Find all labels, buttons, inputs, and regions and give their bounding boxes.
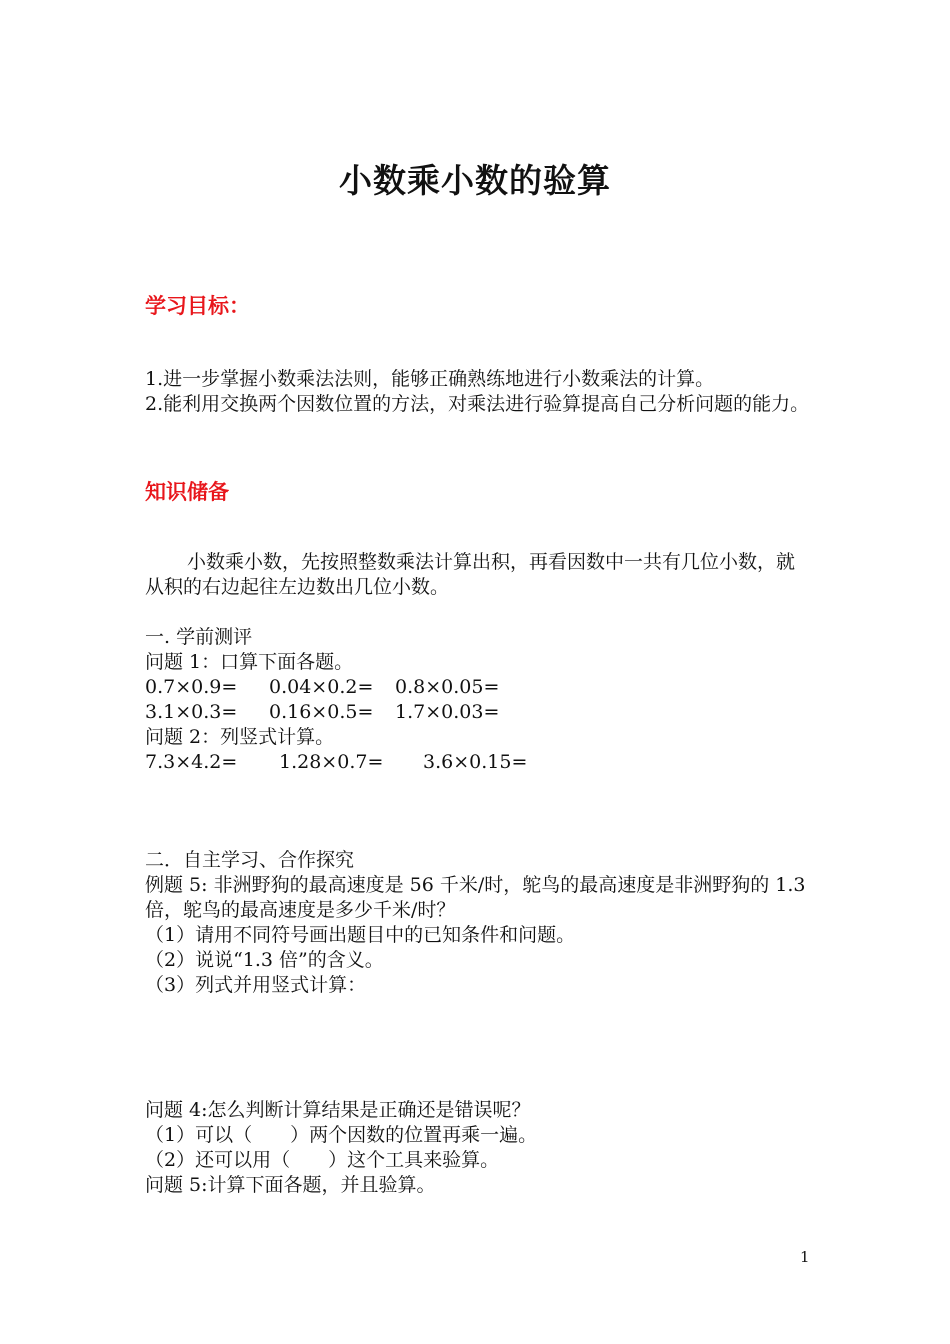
step-item: （1）请用不同符号画出题目中的已知条件和问题。 (145, 924, 576, 946)
calc-item: 0.04×0.2= (269, 676, 374, 698)
calc-item: 3.1×0.3= (145, 701, 238, 723)
calc-item: 3.6×0.15= (423, 751, 528, 773)
calc-item: 0.8×0.05= (395, 676, 500, 698)
calc-item: 1.7×0.03= (395, 701, 500, 723)
knowledge-block (145, 550, 810, 600)
page-number: 1 (800, 1248, 810, 1266)
question4-item: （1）可以（ ）两个因数的位置再乘一遍。 (145, 1124, 538, 1146)
question5-label: 问题 5:计算下面各题，并且验算。 (145, 1174, 436, 1196)
oral-calc-row (145, 700, 810, 725)
section-pre-test (145, 625, 810, 775)
knowledge-heading: 知识储备 (145, 480, 229, 504)
section1-heading: 一. 学前测评 (145, 626, 253, 648)
oral-calc-row (145, 675, 810, 700)
goals-list (145, 367, 810, 417)
question4-item: （2）还可以用（ ）这个工具来验算。 (145, 1149, 500, 1171)
calc-item: 0.16×0.5= (269, 701, 374, 723)
goal-item: 2.能利用交换两个因数位置的方法，对乘法进行验算提高自己分析问题的能力。 (145, 393, 810, 415)
calc-item: 0.7×0.9= (145, 676, 238, 698)
question4-block (145, 1098, 810, 1198)
section-self-study (145, 848, 810, 998)
calc-item: 7.3×4.2= (145, 751, 238, 773)
question4-label: 问题 4:怎么判断计算结果是正确还是错误呢？ (145, 1099, 531, 1121)
step-item: （2）说说“1.3 倍”的含义。 (145, 949, 384, 971)
section2-heading: 二．自主学习、合作探究 (145, 849, 355, 871)
question1-label: 问题 1：口算下面各题。 (145, 651, 354, 673)
vertical-calc-row (145, 750, 810, 775)
goals-heading: 学习目标： (145, 294, 250, 318)
example-text: 例题 5: 非洲野狗的最高速度是 56 千米/时，鸵鸟的最高速度是非洲野狗的 1.3 倍，鸵鸟的最高速度是多少千米/时？ (145, 874, 806, 921)
goal-item: 1.进一步掌握小数乘法法则，能够正确熟练地进行小数乘法的计算。 (145, 368, 715, 390)
question2-label: 问题 2：列竖式计算。 (145, 726, 335, 748)
step-item: （3）列式并用竖式计算： (145, 974, 367, 996)
calc-item: 1.28×0.7= (279, 751, 384, 773)
knowledge-paragraph: 小数乘小数，先按照整数乘法计算出积，再看因数中一共有几位小数，就从积的右边起往左边数出几位小数。 (145, 551, 796, 598)
page-title: 小数乘小数的验算 (339, 161, 611, 200)
